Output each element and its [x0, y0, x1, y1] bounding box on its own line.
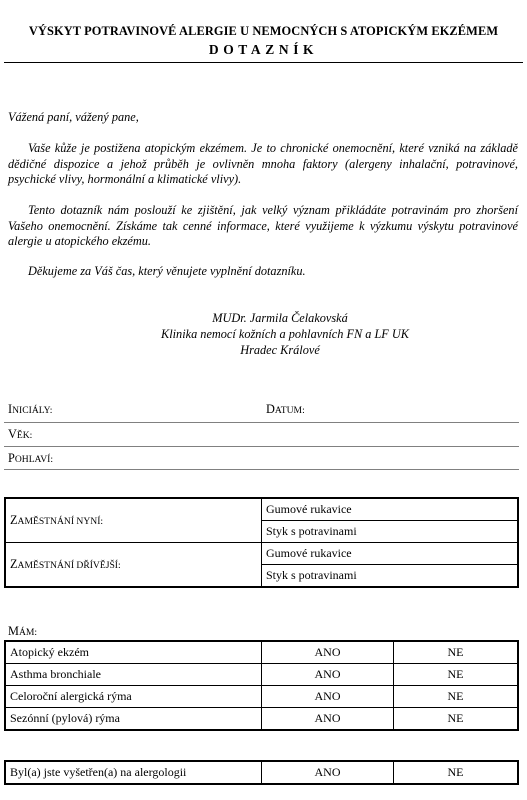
condition-seasonal-rhinitis: Sezónní (pylová) rýma	[5, 708, 262, 731]
initials-label-first: I	[8, 402, 13, 416]
document-title: VÝSKYT POTRAVINOVÉ ALERGIE U NEMOCNÝCH S ATOPICKÝM EKZÉMEM	[28, 24, 499, 38]
table-row	[5, 498, 518, 521]
signature-clinic: Klinika nemocí kožních a pohlavních FN a LF UK	[161, 327, 409, 341]
sex-label-first: P	[8, 451, 15, 465]
allergology-no[interactable]: NE	[394, 761, 519, 784]
allergology-question: Byl(a) jste vyšetřen(a) na alergologii	[5, 761, 262, 784]
letter-paragraph-purpose: Tento dotazník nám poslouží ke zjištění, jak velký význam přikládáte potravinám pro zhoršení Vašeho onemocnění. Získáme tak cenné informace, které využijeme k výzkumu výskytu potravinové alergie u atopického ekzému.	[8, 203, 518, 249]
age-label-first: V	[8, 427, 17, 441]
table-row	[5, 686, 518, 708]
previous-employment-rest: AMĚSTNÁNÍ DŘÍVĚJŠÍ:	[17, 560, 121, 571]
asthma-yes[interactable]: ANO	[262, 664, 394, 686]
condition-perennial-rhinitis: Celoroční alergická rýma	[5, 686, 262, 708]
letter-greeting: Vážená paní, vážený pane,	[8, 110, 139, 124]
seasonal-rhinitis-no[interactable]: NE	[394, 708, 519, 731]
mam-label-first: M	[8, 624, 19, 638]
conditions-table	[4, 640, 519, 731]
date-label-first: D	[266, 402, 275, 416]
table-row	[5, 641, 518, 664]
sex-field[interactable]	[4, 469, 519, 470]
current-gloves-option[interactable]: Gumové rukavice	[262, 498, 519, 521]
letter-paragraph-intro: Vaše kůže je postižena atopickým ekzémem. Je to chronické onemocnění, které vzniká na základě dědičné dispozice a jehož průběh je ovlivněn mnoha faktory (alergeny inhalační, potravinové, psychické vlivy, hormonální a klimatické vlivy).	[8, 141, 518, 187]
signature-name: MUDr. Jarmila Čelakovská	[212, 311, 348, 325]
employment-table	[4, 497, 519, 588]
initials-label	[8, 402, 52, 417]
document-subtitle: DOTAZNÍK	[208, 42, 319, 57]
seasonal-rhinitis-yes[interactable]: ANO	[262, 708, 394, 731]
table-row	[5, 543, 518, 565]
previous-gloves-option[interactable]: Gumové rukavice	[262, 543, 519, 565]
allergology-table	[4, 760, 519, 785]
mam-label-rest: ÁM:	[18, 627, 38, 638]
perennial-rhinitis-no[interactable]: NE	[394, 686, 519, 708]
date-label	[266, 402, 305, 417]
age-label-rest: ĚK:	[16, 430, 33, 441]
table-row	[5, 664, 518, 686]
current-employment-label	[5, 498, 262, 543]
current-food-contact-option[interactable]: Styk s potravinami	[262, 521, 519, 543]
allergology-yes[interactable]: ANO	[262, 761, 394, 784]
current-employment-rest: AMĚSTNÁNÍ NYNÍ:	[17, 516, 104, 527]
table-row	[5, 708, 518, 731]
asthma-no[interactable]: NE	[394, 664, 519, 686]
current-employment-first: Z	[10, 513, 18, 527]
signature-city: Hradec Králové	[240, 343, 320, 357]
condition-atopic-eczema: Atopický ekzém	[5, 641, 262, 664]
atopic-eczema-yes[interactable]: ANO	[262, 641, 394, 664]
condition-asthma: Asthma bronchiale	[5, 664, 262, 686]
previous-employment-first: Z	[10, 557, 18, 571]
previous-employment-label	[5, 543, 262, 588]
previous-food-contact-option[interactable]: Styk s potravinami	[262, 565, 519, 588]
date-label-rest: ATUM:	[274, 405, 305, 416]
age-label	[8, 427, 32, 442]
sex-label	[8, 451, 53, 466]
mam-label	[8, 624, 37, 639]
initials-label-rest: NICIÁLY:	[12, 405, 53, 416]
sex-label-rest: OHLAVÍ:	[14, 454, 54, 465]
table-row	[5, 761, 518, 784]
letter-thanks: Děkujeme za Váš čas, který věnujete vyplnění dotazníku.	[28, 264, 306, 278]
perennial-rhinitis-yes[interactable]: ANO	[262, 686, 394, 708]
age-field[interactable]	[4, 446, 519, 447]
atopic-eczema-no[interactable]: NE	[394, 641, 519, 664]
initials-date-field[interactable]	[4, 422, 519, 423]
title-divider	[4, 62, 523, 63]
